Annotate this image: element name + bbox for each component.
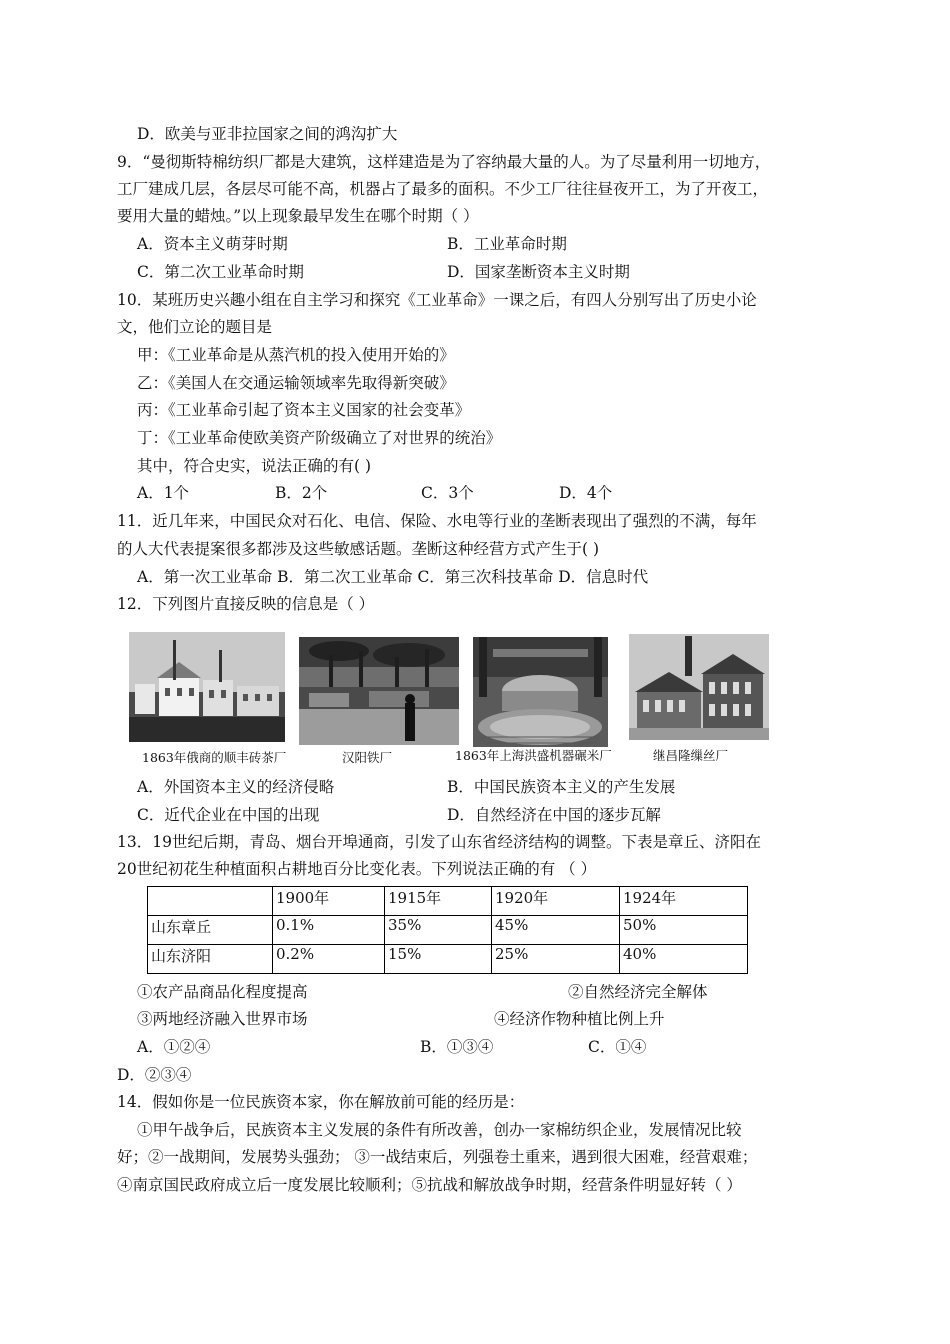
- q13-statement-2: ②自然经济完全解体: [568, 983, 708, 1001]
- silk-filature-illustration: [629, 634, 769, 740]
- q10-item-bing: 丙：《工业革命引起了资本主义国家的社会变革》: [137, 401, 471, 419]
- table-cell: 1924年: [620, 887, 748, 916]
- table-cell: 45%: [492, 916, 620, 945]
- q10-item-jia: 甲：《工业革命是从蒸汽机的投入使用开始的》: [137, 346, 455, 364]
- q12-option-a: A．外国资本主义的经济侵略: [137, 778, 335, 796]
- q12-option-d: D．自然经济在中国的逐步瓦解: [447, 806, 661, 824]
- q14-stem-line3: 好；②一战期间，发展势头强劲； ③一战结束后，列强卷土重来，遇到很大困难，经营艰难；: [117, 1148, 758, 1166]
- q12-option-c: C．近代企业在中国的出现: [137, 806, 320, 824]
- table-row: [148, 916, 748, 945]
- q9-stem-line2: 工厂建成几层，各层尽可能不高，机器占了最多的面积。不少工厂往往昼夜开工，为了开夜工，: [117, 180, 769, 198]
- hanyang-ironworks-photo: [299, 637, 459, 745]
- table-header-row: [148, 887, 748, 916]
- q11-stem-line1: 11．近几年来，中国民众对石化、电信、保险、水电等行业的垄断表现出了强烈的不满，每年: [117, 512, 757, 530]
- photo-caption-4: 继昌隆缫丝厂: [653, 748, 729, 763]
- q13-option-a: A．①②④: [137, 1038, 211, 1056]
- q13-stem-line2: 20世纪初花生种植面积占耕地百分比变化表。下列说法正确的有 （ ）: [117, 860, 597, 878]
- rice-mill-illustration: [473, 637, 608, 747]
- table-cell: 35%: [385, 916, 492, 945]
- q12-stem: 12．下列图片直接反映的信息是（ ）: [117, 595, 375, 613]
- table-cell: 1900年: [273, 887, 385, 916]
- q9-option-b: B．工业革命时期: [447, 235, 567, 253]
- q14-stem-line1: 14．假如你是一位民族资本家，你在解放前可能的经历是：: [117, 1093, 525, 1111]
- q9-stem-line3: 要用大量的蜡烛。”以上现象最早发生在哪个时期（ ）: [117, 207, 479, 225]
- q8-option-d: D．欧美与亚非拉国家之间的鸿沟扩大: [137, 125, 398, 143]
- q10-item-yi: 乙：《美国人在交通运输领域率先取得新突破》: [137, 374, 455, 392]
- table-cell: 15%: [385, 945, 492, 974]
- q10-option-a: A．1个: [137, 484, 190, 502]
- q14-stem-line4: ④南京国民政府成立后一度发展比较顺利；⑤抗战和解放战争时期，经营条件明显好转（ ）: [117, 1176, 742, 1194]
- q10-option-b: B．2个: [275, 484, 328, 502]
- table-cell: 50%: [620, 916, 748, 945]
- table-cell: 1915年: [385, 887, 492, 916]
- q10-option-d: D．4个: [559, 484, 613, 502]
- q13-option-b: B．①③④: [420, 1038, 494, 1056]
- table-cell: 0.2%: [273, 945, 385, 974]
- q13-statement-4: ④经济作物种植比例上升: [494, 1010, 665, 1028]
- q11-stem-line2: 的人大代表提案很多都涉及这些敏感话题。垄断这种经营方式产生于( ): [117, 540, 600, 558]
- table-cell: 1920年: [492, 887, 620, 916]
- q13-statement-3: ③两地经济融入世界市场: [137, 1010, 308, 1028]
- q9-option-c: C．第二次工业革命时期: [137, 263, 304, 281]
- q9-stem-line1: 9．“曼彻斯特棉纺织厂都是大建筑，这样建造是为了容纳最大量的人。为了尽量利用一切地方，: [117, 153, 771, 171]
- peanut-acreage-table: [147, 886, 748, 974]
- photo-caption-3: 1863年上海洪盛机器碾米厂: [455, 748, 612, 763]
- q10-item-ding: 丁：《工业革命使欧美资产阶级确立了对世界的统治》: [137, 429, 502, 447]
- table-cell: 0.1%: [273, 916, 385, 945]
- table-cell: 山东章丘: [148, 916, 273, 945]
- q12-option-b: B．中国民族资本主义的产生发展: [447, 778, 676, 796]
- tea-factory-illustration: [129, 632, 285, 742]
- photo-caption-2: 汉阳铁厂: [342, 750, 393, 765]
- table-cell: 25%: [492, 945, 620, 974]
- photo-caption-1: 1863年俄商的顺丰砖茶厂: [142, 750, 287, 765]
- q13-statement-1: ①农产品商品化程度提高: [137, 983, 308, 1001]
- q9-option-a: A．资本主义萌芽时期: [137, 235, 288, 253]
- q13-option-d: D．②③④: [117, 1066, 192, 1084]
- q10-stem-line1: 10．某班历史兴趣小组在自主学习和探究《工业革命》一课之后，有四人分别写出了历史小论: [117, 291, 757, 309]
- ironworks-illustration: [299, 637, 459, 745]
- table-cell: [148, 887, 273, 916]
- rice-mill-photo: [473, 637, 608, 747]
- q11-options: A．第一次工业革命 B．第二次工业革命 C．第三次科技革命 D．信息时代: [137, 568, 649, 586]
- q14-stem-line2: ①甲午战争后，民族资本主义发展的条件有所改善，创办一家棉纺织企业，发展情况比较: [137, 1121, 742, 1139]
- q10-option-c: C．3个: [421, 484, 474, 502]
- q10-question: 其中，符合史实，说法正确的有( ): [137, 457, 372, 475]
- table-cell: 山东济阳: [148, 945, 273, 974]
- q13-stem-line1: 13．19世纪后期，青岛、烟台开埠通商，引发了山东省经济结构的调整。下表是章丘、济阳在: [117, 833, 761, 851]
- q10-stem-line2: 文，他们立论的题目是: [117, 318, 273, 336]
- silk-filature-photo: [629, 634, 769, 740]
- tea-factory-photo: [129, 632, 285, 742]
- q9-option-d: D．国家垄断资本主义时期: [447, 263, 630, 281]
- q13-option-c: C．①④: [588, 1038, 647, 1056]
- table-row: [148, 945, 748, 974]
- table-cell: 40%: [620, 945, 748, 974]
